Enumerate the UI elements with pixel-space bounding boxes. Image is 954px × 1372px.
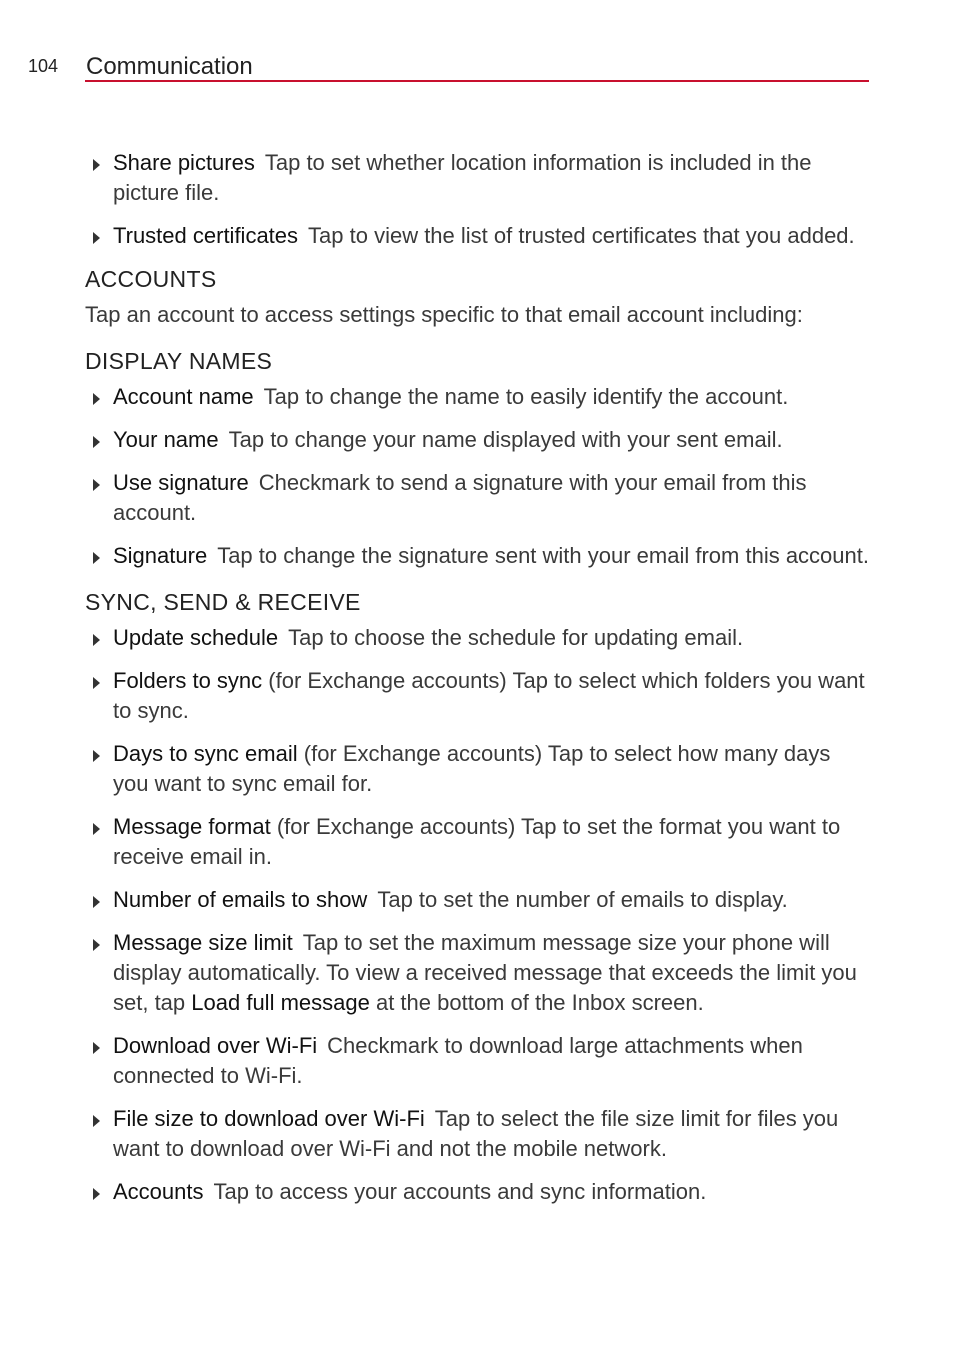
item-term: Folders to sync — [113, 668, 263, 693]
item-description: Tap to access your accounts and sync information. — [213, 1179, 707, 1204]
item-description: Tap to choose the schedule for updating email. — [288, 625, 744, 650]
page-header — [28, 52, 869, 84]
item-description: Tap to change your name displayed with your sent email. — [228, 427, 783, 452]
item-term: Days to sync email — [113, 741, 298, 766]
list-item — [85, 221, 869, 251]
list-item — [85, 812, 869, 872]
item-description: (for Exchange accounts) Tap to set the format you want to receive email in. — [113, 814, 841, 869]
item-term: Number of emails to show — [113, 887, 368, 912]
item-description: (for Exchange accounts) Tap to select how many days you want to sync email for. — [113, 741, 831, 796]
bullet-arrow-icon — [93, 1115, 100, 1127]
item-description: Tap to set the maximum message size your phone will display automatically. To view a received message that exceeds the limit you set, tap — [113, 930, 857, 1015]
bullet-arrow-icon — [93, 750, 100, 762]
list-item — [85, 425, 869, 455]
bullet-arrow-icon — [93, 159, 100, 171]
item-term: Message format — [113, 814, 271, 839]
bullet-arrow-icon — [93, 479, 100, 491]
item-term: Your name — [113, 427, 219, 452]
list-item — [85, 928, 869, 1018]
list-item — [85, 666, 869, 726]
accounts-intro: Tap an account to access settings specific to that email account including: — [85, 302, 803, 327]
page-number: 104 — [28, 56, 59, 76]
item-description: (for Exchange accounts) Tap to select which folders you want to sync. — [113, 668, 865, 723]
list-item — [85, 1104, 869, 1164]
item-term: Update schedule — [113, 625, 279, 650]
list-item — [85, 382, 869, 412]
bullet-arrow-icon — [93, 939, 100, 951]
page-content — [85, 148, 869, 1220]
item-description: Tap to change the signature sent with your email from this account. — [217, 543, 869, 568]
item-description: Tap to view the list of trusted certificates that you added. — [308, 223, 855, 248]
bullet-arrow-icon — [93, 393, 100, 405]
bullet-arrow-icon — [93, 1188, 100, 1200]
list-item — [85, 739, 869, 799]
bullet-arrow-icon — [93, 436, 100, 448]
accounts-heading: ACCOUNTS — [85, 266, 217, 292]
item-term: File size to download over Wi-Fi — [113, 1106, 425, 1131]
header-rule — [85, 80, 869, 82]
bullet-arrow-icon — [93, 232, 100, 244]
item-description: Tap to set whether location information is included in the picture file. — [113, 150, 812, 205]
item-term: Share pictures — [113, 150, 255, 175]
item-term: Signature — [113, 543, 208, 568]
item-term: Use signature — [113, 470, 249, 495]
item-term: Account name — [113, 384, 254, 409]
list-item — [85, 623, 869, 653]
item-term: Message size limit — [113, 930, 293, 955]
list-item — [85, 1177, 869, 1207]
item-term: Accounts — [113, 1179, 204, 1204]
item-description: Checkmark to download large attachments when connected to Wi-Fi. — [113, 1033, 803, 1088]
bullet-arrow-icon — [93, 896, 100, 908]
item-description-continued: at the bottom of the Inbox screen. — [375, 990, 704, 1015]
item-term: Trusted certificates — [113, 223, 299, 248]
bullet-arrow-icon — [93, 677, 100, 689]
item-description: Tap to set the number of emails to display. — [377, 887, 788, 912]
bullet-arrow-icon — [93, 552, 100, 564]
display-names-heading: DISPLAY NAMES — [85, 348, 273, 374]
item-term: Download over Wi-Fi — [113, 1033, 318, 1058]
item-description: Checkmark to send a signature with your email from this account. — [113, 470, 807, 525]
section-title: Communication — [86, 53, 253, 80]
list-item — [85, 468, 869, 528]
item-description: Tap to change the name to easily identify the account. — [263, 384, 789, 409]
bullet-arrow-icon — [93, 823, 100, 835]
inline-term: Load full message — [191, 990, 370, 1015]
bullet-arrow-icon — [93, 1042, 100, 1054]
sync-heading: SYNC, SEND & RECEIVE — [85, 589, 361, 615]
item-description: Tap to select the file size limit for files you want to download over Wi-Fi and not the mobile network. — [113, 1106, 839, 1161]
list-item — [85, 541, 869, 571]
bullet-arrow-icon — [93, 634, 100, 646]
list-item — [85, 148, 869, 208]
list-item — [85, 885, 869, 915]
list-item — [85, 1031, 869, 1091]
